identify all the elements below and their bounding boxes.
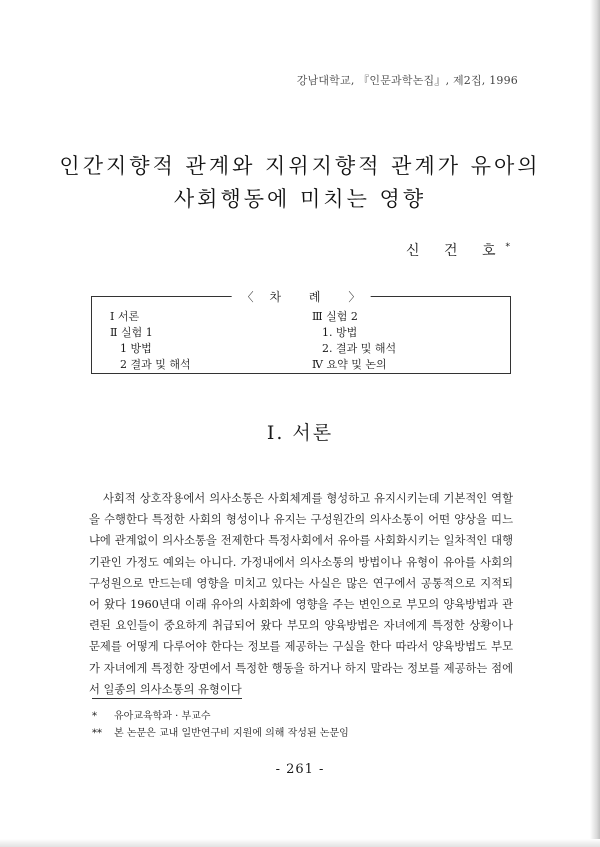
footnote-mark: * (92, 711, 97, 722)
scan-edge-bottom (0, 839, 600, 847)
author-footnote-mark: * (505, 242, 510, 253)
footnotes (92, 708, 349, 742)
footnote (92, 725, 349, 742)
footnote (92, 708, 349, 725)
toc-heading-label: 차 례 (269, 290, 333, 304)
toc-column-right (312, 309, 396, 373)
toc-item: Ⅲ 실험 2 (312, 310, 358, 323)
table-of-contents (91, 290, 511, 374)
toc-item: 1. 방법 (322, 326, 358, 339)
running-head: 강남대학교, 『인문과학논집』, 제2집, 1996 (296, 74, 518, 87)
paper-title-line-1: 인간지향적 관계와 지위지향적 관계가 유아의 (59, 154, 541, 178)
scan-edge-shadow (590, 0, 600, 847)
footnote-mark: ** (92, 728, 102, 739)
paper-title-line-2: 사회행동에 미치는 영향 (173, 187, 427, 211)
author (406, 240, 510, 260)
toc-column-left (110, 309, 191, 373)
toc-bracket-left: 〈 (241, 290, 254, 304)
toc-item: Ⅳ 요약 및 논의 (312, 358, 387, 371)
toc-heading (232, 288, 371, 305)
toc-item: 2 결과 및 해석 (120, 358, 191, 371)
footnote-text: 본 논문은 교내 일반연구비 지원에 의해 작성된 논문임 (114, 728, 349, 739)
toc-item: 2. 결과 및 해석 (322, 342, 397, 355)
footnote-text: 유아교육학과 · 부교수 (114, 711, 211, 722)
toc-item: Ⅱ 실험 1 (110, 326, 153, 339)
page-number: - 261 - (275, 762, 325, 777)
toc-item: Ⅰ 서론 (110, 310, 140, 323)
toc-item: 1 방법 (120, 342, 152, 355)
section-heading: Ⅰ. 서론 (266, 422, 334, 444)
toc-bracket-right: 〉 (348, 290, 361, 304)
footnote-divider (92, 698, 242, 699)
author-name: 신 건 호 (406, 243, 506, 259)
body-paragraph: 사회적 상호작용에서 의사소통은 사회체계를 형성하고 유지시키는데 기본적인 역할을 수행한다 특정한 사회의 형성이나 유지는 구성원간의 의사소통이 어떤 양상을 띠느냐에 관계없이 의사소통을 전제한다 특정사회에서 유아를 사회화시키는 일차적인 대행기관인 가정도 예외는 아니다. 가정내에서 의사소통의 방법이나 유형이 유아를 사회의 구성원으로 만드는데 영향을 미치고 있다는 사실은 많은 연구에서 공통적으로 지적되어 왔다 1960년대 이래 유아의 사회화에 영향을 주는 변인으로 부모의 양육방법과 관련된 요인들이 중요하게 취급되어 왔다 부모의 양육방법은 자녀에게 특정한 상황이나 문제를 어떻게 다루어야 한다는 정보를 제공하는 구실을 한다 따라서 양육방법도 부모가 자녀에게 특정한 장면에서 특정한 행동을 하거나 하지 말라는 정보를 제공하는 점에서 일종의 의사소통의 유형이다 (89, 492, 513, 696)
